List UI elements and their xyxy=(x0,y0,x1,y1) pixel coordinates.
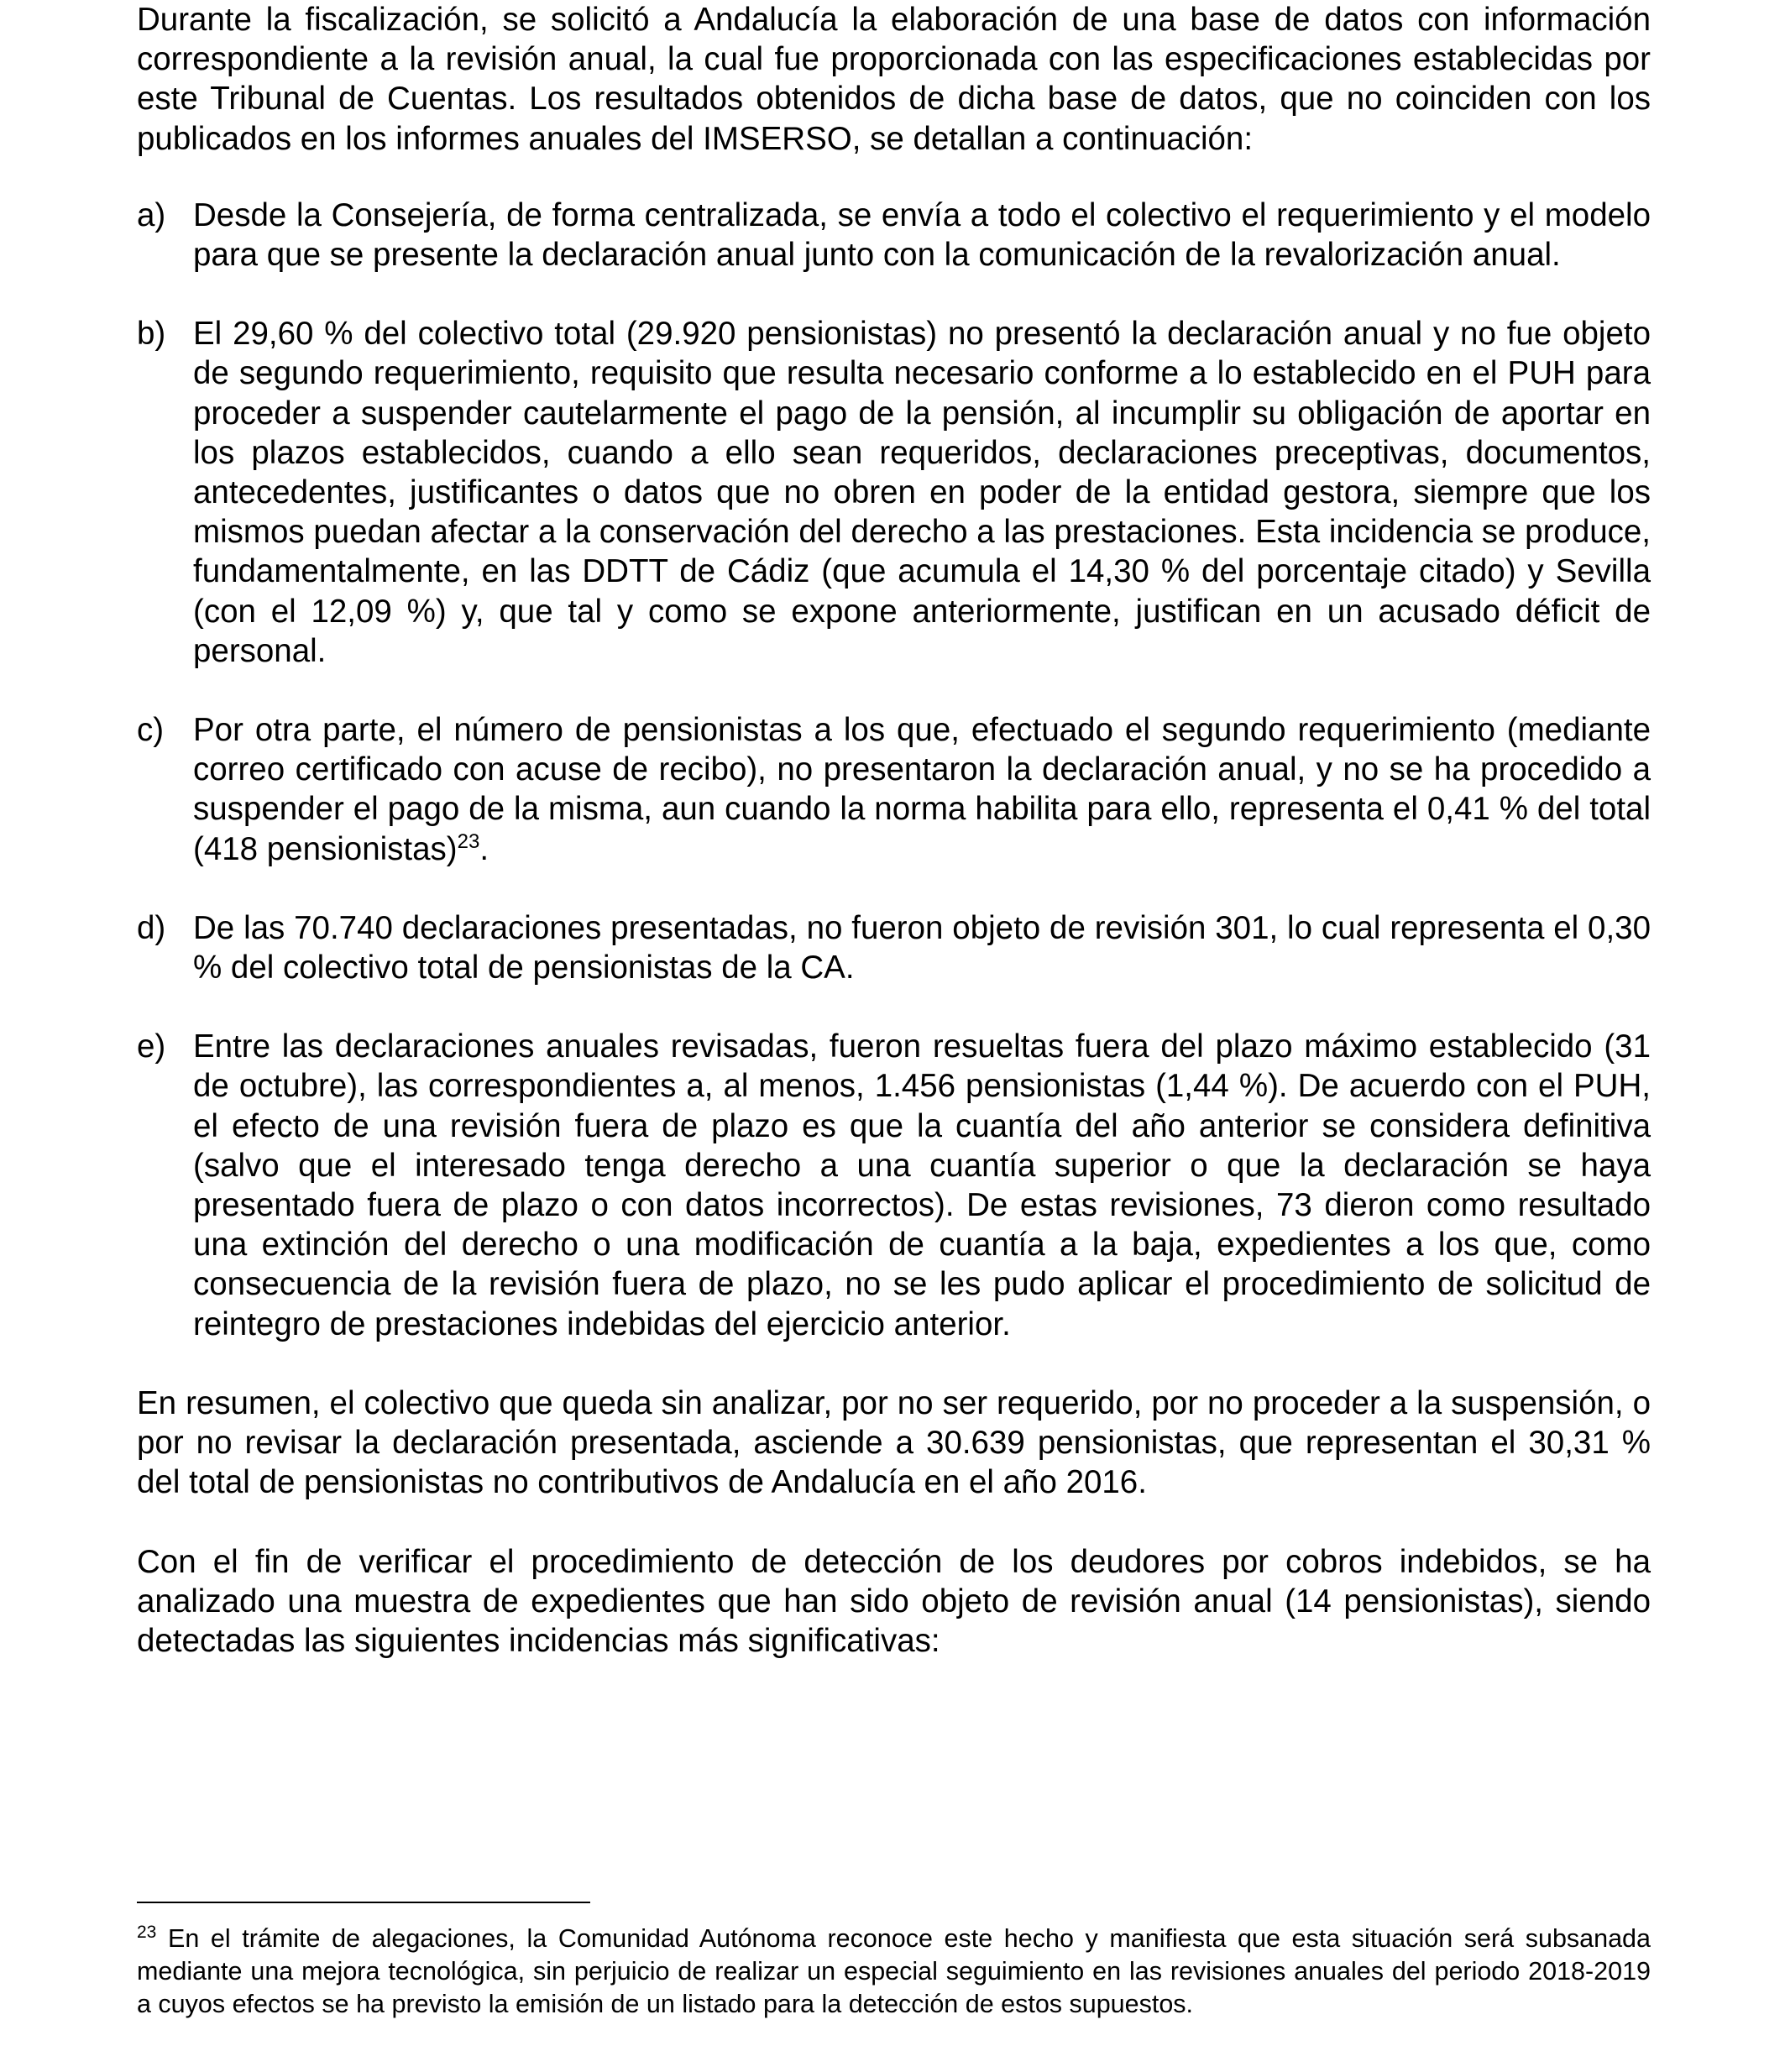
footnote-reference[interactable]: 23 xyxy=(457,829,480,853)
list-item-text: De las 70.740 declaraciones presentadas, no fueron objeto de revisión 301, lo cual representa el 0,30 % del colectivo total de pensionistas de la CA. xyxy=(193,909,1651,986)
footnote-number: 23 xyxy=(137,1922,157,1942)
list-item-letter: b) xyxy=(137,316,166,353)
footnote-separator xyxy=(137,1902,590,1903)
list-item-text: Entre las declaraciones anuales revisadas, fueron resueltas fuera del plazo máximo establecido (31 de octubre), las correspondientes a, al menos, 1.456 pensionistas (1,44 %). De acuerdo con el PUH, el efecto de una revisión fuera de plazo es que la cuantía del año anterior se considera definitiva (salvo que el interesado tenga derecho a una cuantía superior o que la declaración se haya presentado fuera de plazo o con datos incorrectos). De estas revisiones, 73 dieron como resultado una extinción del derecho o una modificación de cuantía a la baja, expedientes a los que, como consecuencia de la revisión fuera de plazo, no se les pudo aplicar el procedimiento de solicitud de reintegro de prestaciones indebidas del ejercicio anterior. xyxy=(193,1028,1651,1342)
footnote xyxy=(137,1923,1651,2021)
summary-paragraph: En resumen, el colectivo que queda sin analizar, por no ser requerido, por no proceder a la suspensión, o por no revisar la declaración presentada, asciende a 30.639 pensionistas, que representan el 30,31 % del total de pensionistas no contributivos de Andalucía en el año 2016. xyxy=(137,1384,1651,1501)
list-item-letter: d) xyxy=(137,909,166,946)
list-item-text: Desde la Consejería, de forma centralizada, se envía a todo el colectivo el requerimiento y el modelo para que se presente la declaración anual junto con la comunicación de la revalorización anual. xyxy=(193,196,1651,274)
footnote-text: En el trámite de alegaciones, la Comunidad Autónoma reconoce este hecho y manifiesta que esta situación será subsanada mediante una mejora tecnológica, sin perjuicio de realizar un especial seguimiento en las revisiones anuales del periodo 2018-2019 a cuyos efectos se ha previsto la emisión de un listado para la detección de estos supuestos. xyxy=(137,1924,1651,2018)
list-item xyxy=(137,314,1651,671)
intro-paragraph: Durante la fiscalización, se solicitó a Andalucía la elaboración de una base de datos con información correspondiente a la revisión anual, la cual fue proporcionada con las especificaciones establecidas por este Tribunal de Cuentas. Los resultados obtenidos de dicha base de datos, que no coinciden con los publicados en los informes anuales del IMSERSO, se detallan a continuación: xyxy=(137,2,1651,157)
list-item xyxy=(137,1027,1651,1344)
list-item xyxy=(137,710,1651,869)
list-item-text: El 29,60 % del colectivo total (29.920 pensionistas) no presentó la declaración anual y no fue objeto de segundo requerimiento, requisito que resulta necesario conforme a lo establecido en el PUH para proceder a suspender cautelarmente el pago de la pensión, al incumplir su obligación de aportar en los plazos establecidos, cuando a ello sean requeridos, declaraciones preceptivas, documentos, antecedentes, justificantes o datos que no obren en poder de la entidad gestora, siempre que los mismos puedan afectar a la conservación del derecho a las prestaciones. Esta incidencia se produce, fundamentalmente, en las DDTT de Cádiz (que acumula el 14,30 % del porcentaje citado) y Sevilla (con el 12,09 %) y, que tal y como se expone anteriormente, justifican en un acusado déficit de personal. xyxy=(193,316,1651,669)
list-item-letter: c) xyxy=(137,712,165,749)
list-item-letter: a) xyxy=(137,196,166,233)
list-item-letter: e) xyxy=(137,1028,166,1065)
list-item-tail: . xyxy=(479,830,489,867)
document-page xyxy=(137,0,1651,1661)
list-item-text: Por otra parte, el número de pensionistas a los que, efectuado el segundo requerimiento (mediante correo certificado con acuse de recibo), no presentaron la declaración anual, y no se ha procedido a suspender el pago de la misma, aun cuando la norma habilita para ello, representa el 0,41 % del total (418 pensionistas) xyxy=(193,712,1651,867)
list-item xyxy=(137,908,1651,987)
list-item-body xyxy=(193,710,1651,869)
findings-list xyxy=(137,196,1651,1344)
closing-paragraph: Con el fin de verificar el procedimiento de detección de los deudores por cobros indebidos, se ha analizado una muestra de expedientes que han sido objeto de revisión anual (14 pensionistas), siendo detectadas las siguientes incidencias más significativas: xyxy=(137,1543,1651,1659)
list-item xyxy=(137,196,1651,275)
